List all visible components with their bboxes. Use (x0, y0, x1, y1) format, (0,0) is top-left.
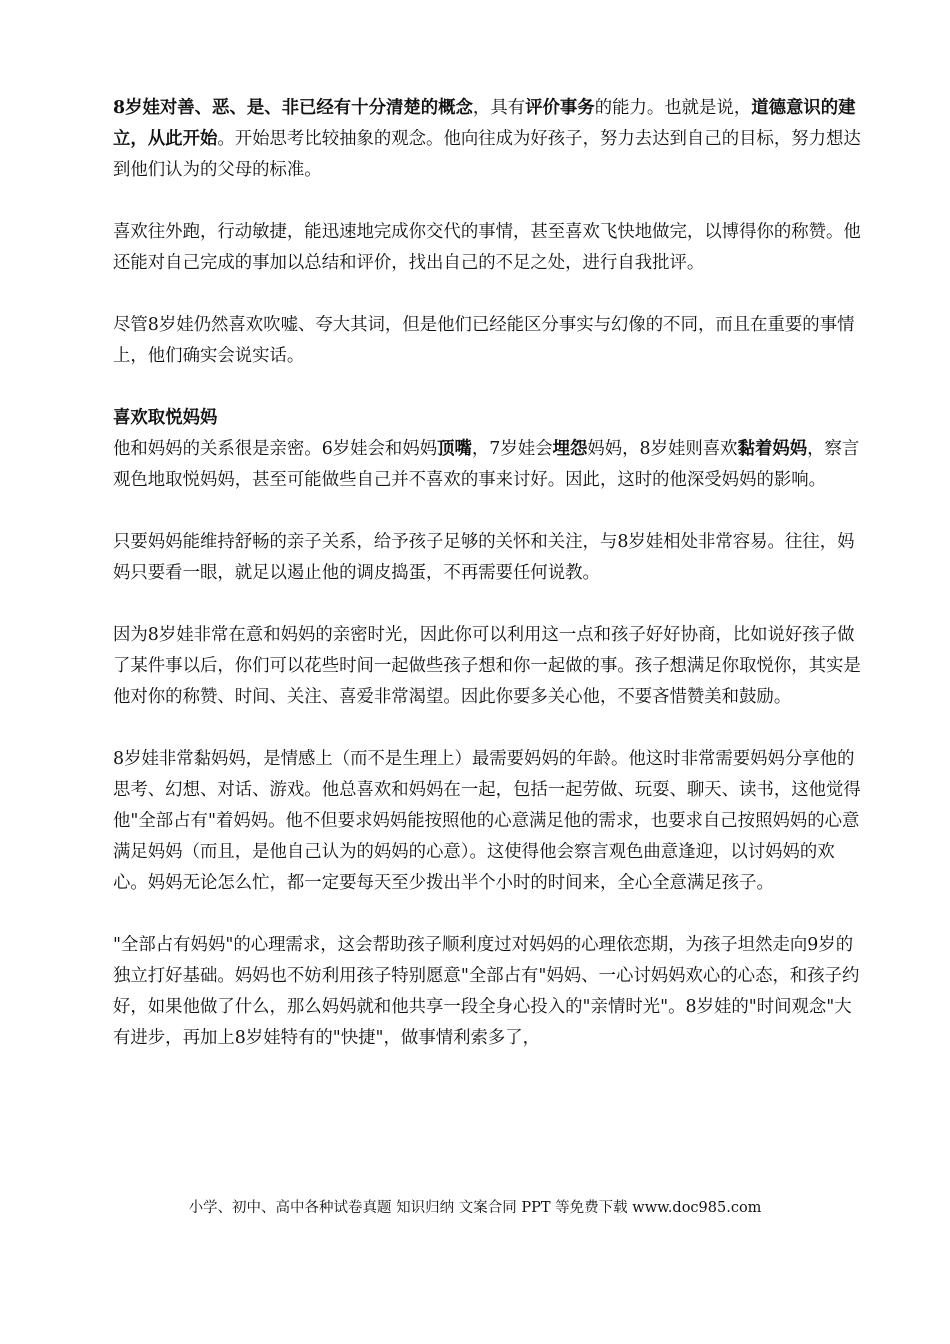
paragraph-possess-mother: "全部占有妈妈"的心理需求，这会帮助孩子顺利度过对妈妈的心理依恋期，为孩子坦然走向9岁的独立打好基础。妈妈也不妨利用孩子特别愿意"全部占有"妈妈、一心讨妈妈欢心的心态，和孩子约好，如果他做了什么，那么妈妈就和他共享一段全身心投入的"亲情时光"。8岁娃的"时间观念"大有进步，再加上8岁娃特有的"快捷"，做事情利索多了， (113, 935, 860, 1048)
bold-phrase: 评价事务 (525, 98, 595, 118)
paragraph-clingy: 8岁娃非常黏妈妈，是情感上（而不是生理上）最需要妈妈的年龄。他这时非常需要妈妈分享他的思考、幻想、对话、游戏。他总喜欢和妈妈在一起，包括一起劳做、玩耍、聊天、读书，这他觉得他"全部占有"着妈妈。他不但要求妈妈能按照他的心意满足他的需求，也要求自己按照妈妈的心意满足妈妈（而且，是他自己认为的妈妈的心意）。这使得他会察言观色曲意逢迎，以讨妈妈的欢心。妈妈无论怎么忙，都一定要每天至少拨出半个小时的时间来，全心全意满足孩子。 (113, 749, 861, 893)
document-body (113, 93, 863, 1054)
paragraph-truth: 尽管8岁娃仍然喜欢吹嘘、夸大其词，但是他们已经能区分事实与幻像的不同，而且在重要的事情上，他们确实会说实话。 (113, 315, 855, 366)
paragraph-parent-child: 只要妈妈能维持舒畅的亲子关系，给予孩子足够的关怀和关注，与8岁娃相处非常容易。往往，妈妈只要看一眼，就足以遏止他的调皮捣蛋，不再需要任何说教。 (113, 532, 855, 583)
bold-phrase: 8岁娃对善、恶、是、非已经有十分清楚的概念 (113, 98, 473, 118)
section-heading: 喜欢取悦妈妈 (113, 408, 218, 428)
paragraph-active: 喜欢往外跑，行动敏捷，能迅速地完成你交代的事情，甚至喜欢飞快地做完，以博得你的称赞。他还能对自己完成的事加以总结和评价，找出自己的不足之处，进行自我批评。 (113, 222, 861, 273)
page-footer: 小学、初中、高中各种试卷真题 知识归纳 文案合同 PPT 等免费下载 www.doc985.com (188, 1200, 762, 1216)
bold-phrase: 黏着妈妈 (737, 439, 808, 459)
paragraph-moral-awareness: 8岁娃对善、恶、是、非已经有十分清楚的概念，具有评价事务的能力。也就是说，道德意识的建立，从此开始。开始思考比较抽象的观念。他向往成为好孩子，努力去达到自己的目标，努力想达到他们认为的父母的标准。 (113, 98, 861, 180)
bold-phrase: 埋怨 (552, 439, 588, 459)
bold-phrase: 顶嘴 (437, 439, 472, 459)
bold-phrase: 道德意识的建立，从此开始 (113, 98, 856, 149)
paragraph-intimate-time: 因为8岁娃非常在意和妈妈的亲密时光，因此你可以利用这一点和孩子好好协商，比如说好孩子做了某件事以后，你们可以花些时间一起做些孩子想和你一起做的事。孩子想满足你取悦你，其实是他对你的称赞、时间、关注、喜爱非常渴望。因此你要多关心他，不要吝惜赞美和鼓励。 (113, 625, 861, 707)
paragraph-mother-relation: 他和妈妈的关系很是亲密。6岁娃会和妈妈顶嘴，7岁娃会埋怨妈妈，8岁娃则喜欢黏着妈妈，察言观色地取悦妈妈，甚至可能做些自己并不喜欢的事来讨好。因此，这时的他深受妈妈的影响。 (113, 439, 860, 490)
